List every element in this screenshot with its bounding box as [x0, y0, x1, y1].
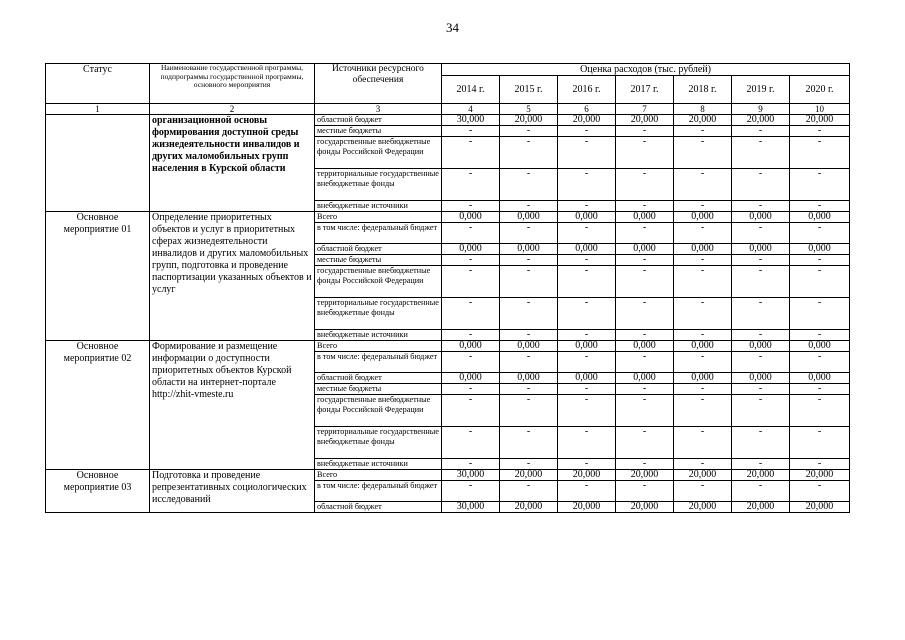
value-cell: -: [442, 223, 500, 244]
program-name-cell: Определение приоритетных объектов и услуг в приоритетных сферах жизнедеятельности инвалидов и других маломобильных групп, подготовка и проведение паспортизации указанных объектов и услуг: [150, 212, 315, 341]
value-cell: 0,000: [616, 212, 674, 223]
value-cell: -: [442, 169, 500, 201]
value-cell: -: [442, 201, 500, 212]
value-cell: 20,000: [732, 470, 790, 481]
value-cell: 20,000: [674, 115, 732, 126]
value-cell: 0,000: [558, 373, 616, 384]
column-number: 8: [674, 104, 732, 115]
value-cell: -: [674, 352, 732, 373]
column-number: 10: [790, 104, 850, 115]
header-year: 2014 г.: [442, 76, 500, 104]
status-cell: Основное мероприятие 01: [46, 212, 150, 341]
value-cell: -: [500, 427, 558, 459]
value-cell: -: [732, 137, 790, 169]
header-year: 2019 г.: [732, 76, 790, 104]
value-cell: -: [732, 223, 790, 244]
value-cell: -: [558, 395, 616, 427]
value-cell: -: [558, 330, 616, 341]
source-cell: территориальные государственные внебюджетные фонды: [315, 169, 442, 201]
value-cell: -: [616, 201, 674, 212]
value-cell: 0,000: [732, 212, 790, 223]
value-cell: -: [558, 481, 616, 502]
value-cell: -: [674, 137, 732, 169]
value-cell: -: [674, 255, 732, 266]
header-sources: Источники ресурсного обеспечения: [315, 64, 442, 104]
value-cell: -: [442, 330, 500, 341]
status-cell: [46, 115, 150, 212]
value-cell: 0,000: [616, 341, 674, 352]
value-cell: -: [616, 330, 674, 341]
value-cell: -: [558, 137, 616, 169]
value-cell: 30,000: [442, 470, 500, 481]
value-cell: 0,000: [674, 373, 732, 384]
source-cell: внебюджетные источники: [315, 459, 442, 470]
value-cell: 0,000: [442, 244, 500, 255]
value-cell: -: [442, 481, 500, 502]
value-cell: -: [616, 266, 674, 298]
source-cell: внебюджетные источники: [315, 201, 442, 212]
value-cell: -: [558, 459, 616, 470]
value-cell: -: [616, 223, 674, 244]
value-cell: -: [558, 201, 616, 212]
value-cell: 20,000: [558, 470, 616, 481]
value-cell: -: [616, 459, 674, 470]
value-cell: -: [616, 137, 674, 169]
value-cell: 0,000: [732, 244, 790, 255]
header-estimate: Оценка расходов (тыс. рублей): [442, 64, 850, 76]
header-year: 2015 г.: [500, 76, 558, 104]
value-cell: -: [616, 298, 674, 330]
value-cell: -: [790, 352, 850, 373]
value-cell: -: [616, 126, 674, 137]
value-cell: -: [674, 384, 732, 395]
table-row: [46, 212, 850, 223]
value-cell: 0,000: [500, 244, 558, 255]
value-cell: -: [674, 223, 732, 244]
header-status: Статус: [46, 64, 150, 104]
header-year: 2020 г.: [790, 76, 850, 104]
header-year: 2017 г.: [616, 76, 674, 104]
source-cell: в том числе: федеральный бюджет: [315, 352, 442, 373]
value-cell: -: [500, 330, 558, 341]
value-cell: -: [442, 427, 500, 459]
value-cell: 20,000: [790, 470, 850, 481]
value-cell: 0,000: [674, 212, 732, 223]
column-number: 2: [150, 104, 315, 115]
value-cell: -: [616, 169, 674, 201]
value-cell: -: [558, 223, 616, 244]
value-cell: -: [558, 352, 616, 373]
value-cell: -: [442, 255, 500, 266]
value-cell: 0,000: [442, 212, 500, 223]
value-cell: -: [500, 201, 558, 212]
status-cell: Основное мероприятие 03: [46, 470, 150, 513]
value-cell: -: [442, 352, 500, 373]
header-name: Наименование государственной программы, подпрограммы государственной программы, основного мероприятия: [150, 64, 315, 104]
value-cell: 30,000: [442, 115, 500, 126]
value-cell: -: [500, 459, 558, 470]
value-cell: -: [500, 223, 558, 244]
value-cell: 0,000: [616, 373, 674, 384]
value-cell: 0,000: [442, 373, 500, 384]
column-number: 9: [732, 104, 790, 115]
value-cell: 0,000: [558, 212, 616, 223]
source-cell: в том числе: федеральный бюджет: [315, 481, 442, 502]
value-cell: -: [790, 223, 850, 244]
value-cell: -: [732, 427, 790, 459]
value-cell: -: [616, 352, 674, 373]
column-number: 5: [500, 104, 558, 115]
value-cell: -: [500, 395, 558, 427]
value-cell: -: [674, 330, 732, 341]
value-cell: -: [500, 298, 558, 330]
value-cell: -: [442, 395, 500, 427]
value-cell: 20,000: [558, 115, 616, 126]
value-cell: -: [442, 384, 500, 395]
value-cell: -: [674, 459, 732, 470]
value-cell: -: [500, 137, 558, 169]
value-cell: -: [674, 298, 732, 330]
value-cell: -: [442, 126, 500, 137]
value-cell: 0,000: [442, 341, 500, 352]
resource-table: [45, 63, 850, 513]
value-cell: -: [790, 201, 850, 212]
column-number: 4: [442, 104, 500, 115]
column-number: 3: [315, 104, 442, 115]
source-cell: Всего: [315, 212, 442, 223]
value-cell: 20,000: [732, 502, 790, 513]
value-cell: -: [732, 459, 790, 470]
value-cell: -: [790, 384, 850, 395]
column-number: 7: [616, 104, 674, 115]
value-cell: -: [732, 481, 790, 502]
value-cell: 0,000: [790, 244, 850, 255]
column-number: 6: [558, 104, 616, 115]
value-cell: -: [558, 126, 616, 137]
program-name-cell: организационной основы формирования доступной среды жизнедеятельности инвалидов и других маломобильных групп населения в Курской области: [150, 115, 315, 212]
value-cell: 0,000: [500, 212, 558, 223]
page-number: 34: [446, 20, 459, 35]
value-cell: -: [500, 266, 558, 298]
value-cell: 0,000: [674, 244, 732, 255]
value-cell: -: [790, 126, 850, 137]
value-cell: 20,000: [616, 115, 674, 126]
value-cell: 20,000: [500, 115, 558, 126]
value-cell: -: [790, 255, 850, 266]
table-row: [46, 115, 850, 126]
value-cell: -: [790, 330, 850, 341]
value-cell: -: [790, 266, 850, 298]
value-cell: 20,000: [674, 470, 732, 481]
value-cell: -: [674, 395, 732, 427]
value-cell: 20,000: [732, 115, 790, 126]
value-cell: -: [790, 481, 850, 502]
value-cell: -: [442, 298, 500, 330]
value-cell: -: [790, 298, 850, 330]
source-cell: государственные внебюджетные фонды Российской Федерации: [315, 137, 442, 169]
value-cell: -: [674, 126, 732, 137]
value-cell: 0,000: [500, 373, 558, 384]
value-cell: -: [790, 395, 850, 427]
source-cell: местные бюджеты: [315, 126, 442, 137]
source-cell: областной бюджет: [315, 115, 442, 126]
value-cell: 0,000: [790, 341, 850, 352]
value-cell: 20,000: [790, 502, 850, 513]
value-cell: 20,000: [790, 115, 850, 126]
value-cell: -: [732, 352, 790, 373]
table-header: [46, 64, 850, 115]
value-cell: -: [558, 298, 616, 330]
program-name-cell: Формирование и размещение информации о доступности приоритетных объектов Курской области на интернет-портале http://zhit-vmeste.ru: [150, 341, 315, 470]
value-cell: -: [500, 352, 558, 373]
value-cell: 0,000: [558, 244, 616, 255]
value-cell: -: [500, 169, 558, 201]
source-cell: внебюджетные источники: [315, 330, 442, 341]
value-cell: 20,000: [500, 502, 558, 513]
value-cell: 20,000: [616, 470, 674, 481]
value-cell: -: [732, 395, 790, 427]
value-cell: -: [790, 427, 850, 459]
value-cell: 20,000: [558, 502, 616, 513]
value-cell: -: [500, 255, 558, 266]
source-cell: в том числе: федеральный бюджет: [315, 223, 442, 244]
value-cell: -: [732, 330, 790, 341]
value-cell: 0,000: [790, 212, 850, 223]
source-cell: государственные внебюджетные фонды Российской Федерации: [315, 395, 442, 427]
source-cell: местные бюджеты: [315, 255, 442, 266]
value-cell: -: [790, 459, 850, 470]
status-cell: Основное мероприятие 02: [46, 341, 150, 470]
value-cell: 0,000: [558, 341, 616, 352]
source-cell: Всего: [315, 470, 442, 481]
source-cell: государственные внебюджетные фонды Российской Федерации: [315, 266, 442, 298]
source-cell: территориальные государственные внебюджетные фонды: [315, 427, 442, 459]
value-cell: -: [790, 169, 850, 201]
source-cell: Всего: [315, 341, 442, 352]
value-cell: -: [674, 201, 732, 212]
value-cell: -: [732, 266, 790, 298]
value-cell: 0,000: [732, 373, 790, 384]
value-cell: 0,000: [674, 341, 732, 352]
value-cell: -: [558, 384, 616, 395]
value-cell: 20,000: [674, 502, 732, 513]
value-cell: -: [616, 427, 674, 459]
value-cell: -: [616, 384, 674, 395]
column-number: 1: [46, 104, 150, 115]
value-cell: -: [616, 255, 674, 266]
table-row: [46, 341, 850, 352]
table-body: [46, 115, 850, 513]
value-cell: 0,000: [500, 341, 558, 352]
source-cell: территориальные государственные внебюджетные фонды: [315, 298, 442, 330]
value-cell: -: [674, 169, 732, 201]
value-cell: -: [442, 459, 500, 470]
value-cell: -: [674, 481, 732, 502]
value-cell: 20,000: [500, 470, 558, 481]
value-cell: -: [732, 255, 790, 266]
source-cell: областной бюджет: [315, 244, 442, 255]
value-cell: -: [558, 255, 616, 266]
source-cell: областной бюджет: [315, 373, 442, 384]
value-cell: -: [732, 126, 790, 137]
value-cell: -: [500, 384, 558, 395]
value-cell: -: [500, 126, 558, 137]
program-name-cell: Подготовка и проведение репрезентативных социологических исследований: [150, 470, 315, 513]
value-cell: -: [558, 266, 616, 298]
value-cell: -: [674, 427, 732, 459]
value-cell: -: [616, 395, 674, 427]
source-cell: местные бюджеты: [315, 384, 442, 395]
value-cell: 0,000: [616, 244, 674, 255]
value-cell: -: [616, 481, 674, 502]
value-cell: -: [558, 169, 616, 201]
value-cell: -: [500, 481, 558, 502]
value-cell: -: [442, 137, 500, 169]
table-row: [46, 470, 850, 481]
value-cell: -: [732, 201, 790, 212]
header-year: 2018 г.: [674, 76, 732, 104]
value-cell: 20,000: [616, 502, 674, 513]
value-cell: 0,000: [732, 341, 790, 352]
value-cell: -: [732, 298, 790, 330]
value-cell: 0,000: [790, 373, 850, 384]
value-cell: -: [674, 266, 732, 298]
value-cell: -: [442, 266, 500, 298]
value-cell: -: [558, 427, 616, 459]
source-cell: областной бюджет: [315, 502, 442, 513]
value-cell: -: [732, 384, 790, 395]
header-year: 2016 г.: [558, 76, 616, 104]
value-cell: 30,000: [442, 502, 500, 513]
value-cell: -: [790, 137, 850, 169]
value-cell: -: [732, 169, 790, 201]
